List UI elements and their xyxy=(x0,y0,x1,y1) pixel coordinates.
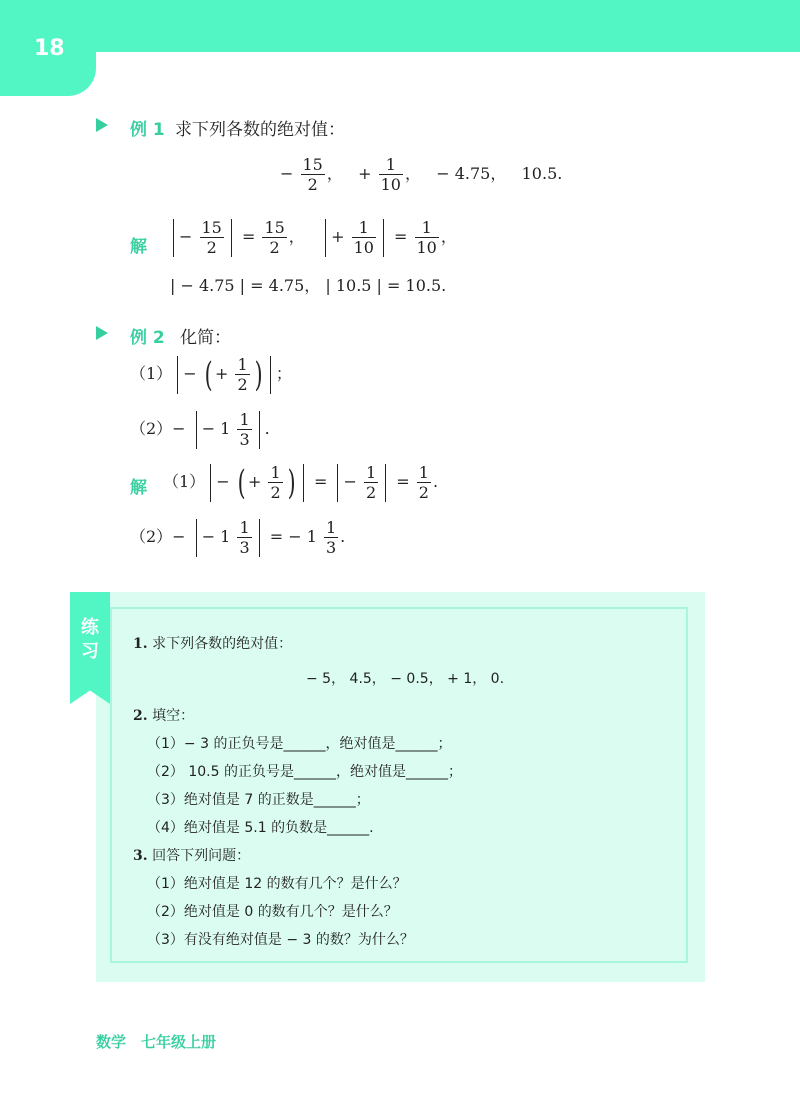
question-2-item: （1）− 3 的正负号是______，绝对值是______； xyxy=(147,736,452,752)
question-3-item: （3）有没有绝对值是 − 3 的数？为什么？ xyxy=(147,932,414,948)
example-2-arrow-icon xyxy=(96,326,108,340)
page-number: 18 xyxy=(34,36,65,61)
example-1-solution-label: 解 xyxy=(130,237,147,257)
practice-question-1 xyxy=(133,633,292,653)
practice-ribbon-label xyxy=(70,616,110,664)
example-1-label: 例 1 xyxy=(130,120,165,140)
practice-ribbon-text: 练习 xyxy=(81,617,99,662)
example-1-solution-line2: | − 4.75 | = 4.75， | 10.5 | = 10.5. xyxy=(170,276,447,295)
footer-book-title: 数学 七年级上册 xyxy=(96,1033,217,1051)
example-2-part-1: （1） − ( + $\frac{1}{2}$ ) ； xyxy=(130,354,292,395)
question-3-item: （1）绝对值是 12 的数有几个？是什么？ xyxy=(147,876,407,892)
question-3-text: 回答下列问题： xyxy=(152,848,251,864)
example-1-solution-line1: − $\frac{15}{2}$ = $\frac{15}{2}$ ， + $\frac{1}{10}$ = $\frac{1}{10}$ ， xyxy=(168,218,457,257)
example-2-label: 例 2 xyxy=(130,328,165,348)
practice-question-2 xyxy=(133,705,194,725)
question-2-item: （2） 10.5 的正负号是______，绝对值是______； xyxy=(147,764,462,780)
example-2-part-2: （2）− − 1 $\frac{1}{3}$ . xyxy=(130,410,270,449)
example-2-prompt: 化简： xyxy=(180,328,231,348)
question-3-item: （2）绝对值是 0 的数有几个？是什么？ xyxy=(147,904,398,920)
question-2-item: （4）绝对值是 5.1 的负数是______. xyxy=(147,820,374,836)
header-band xyxy=(0,0,800,52)
example-1-numbers: − $\frac{15}{2}$ ， + $\frac{1}{10}$ ， − 4.75， 10.5. xyxy=(280,155,563,194)
example-1-prompt: 求下列各数的绝对值： xyxy=(175,120,345,140)
example-1-arrow-icon xyxy=(96,118,108,132)
question-1-text: 求下列各数的绝对值： xyxy=(152,636,293,652)
question-3-number: 3. xyxy=(133,848,148,864)
question-2-text: 填空： xyxy=(152,708,195,724)
example-2-solution-2: （2）− − 1 $\frac{1}{3}$ = − 1 $\frac{1}{3}$ . xyxy=(130,518,346,557)
question-1-number: 1. xyxy=(133,636,148,652)
example-2-solution-1: （1） − ( + $\frac{1}{2}$ ) = − $\frac{1}{2}$ = $\frac{1}{2}$ . xyxy=(163,462,439,503)
question-1-values: − 5， 4.5， − 0.5， + 1， 0. xyxy=(306,671,505,687)
practice-question-3 xyxy=(133,845,250,865)
question-2-number: 2. xyxy=(133,708,148,724)
question-2-item: （3）绝对值是 7 的正数是______； xyxy=(147,792,370,808)
example-2-solution-label: 解 xyxy=(130,478,147,498)
